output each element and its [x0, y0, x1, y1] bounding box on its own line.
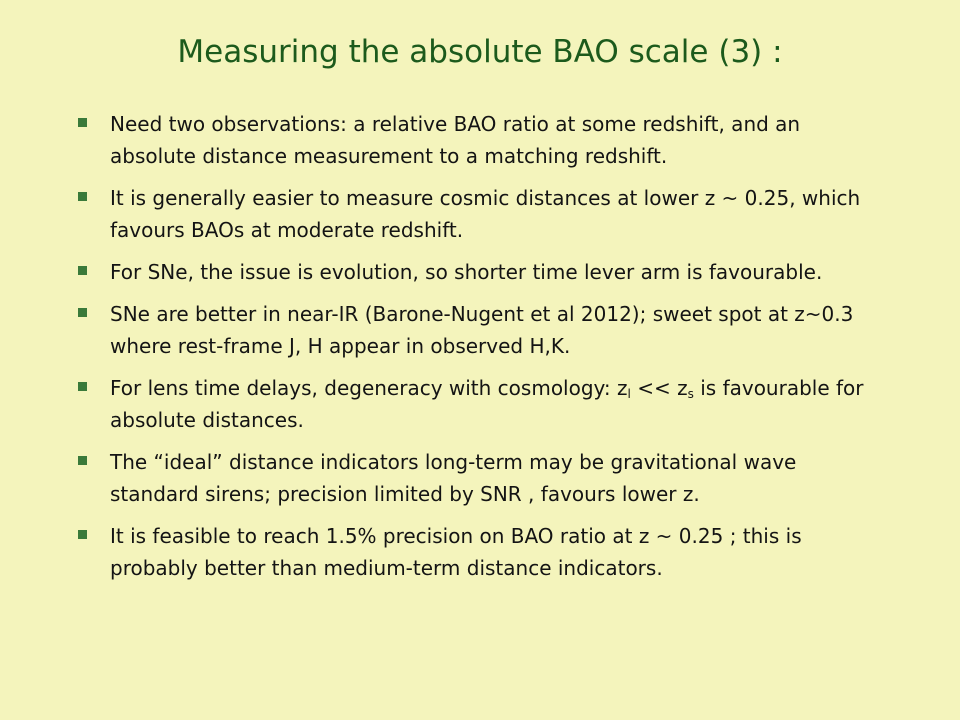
- square-bullet-icon: [78, 308, 87, 317]
- bullet-item-bao-precision: [72, 520, 882, 584]
- bullet-text: [110, 376, 864, 432]
- square-bullet-icon: [78, 382, 87, 391]
- bullet-item-lower-z: [72, 182, 882, 246]
- bullet-item-sne-evolution: [72, 256, 882, 288]
- square-bullet-icon: [78, 456, 87, 465]
- bullet-text: For SNe, the issue is evolution, so shorter time lever arm is favourable.: [110, 260, 823, 284]
- bullet-text-part: For lens time delays, degeneracy with cosmology: z: [110, 376, 628, 400]
- bullet-list: [72, 108, 882, 594]
- slide-title: Measuring the absolute BAO scale (3) :: [177, 34, 783, 70]
- square-bullet-icon: [78, 118, 87, 127]
- square-bullet-icon: [78, 192, 87, 201]
- square-bullet-icon: [78, 266, 87, 275]
- bullet-text-part: << z: [630, 376, 688, 400]
- bullet-item-sne-near-ir: [72, 298, 882, 362]
- bullet-text: It is generally easier to measure cosmic distances at lower z ~ 0.25, which favours BAOs at moderate redshift.: [110, 186, 861, 242]
- bullet-text: SNe are better in near-IR (Barone-Nugent et al 2012); sweet spot at z~0.3 where rest-frame J, H appear in observed H,K.: [110, 302, 854, 358]
- bullet-text-part: is favourable for absolute distances.: [110, 376, 864, 432]
- square-bullet-icon: [78, 530, 87, 539]
- subscript-l: l: [627, 387, 631, 401]
- subscript-s: s: [687, 387, 694, 401]
- bullet-text: The “ideal” distance indicators long-term may be gravitational wave standard sirens; precision limited by SNR , favours lower z.: [110, 450, 797, 506]
- bullet-text: Need two observations: a relative BAO ratio at some redshift, and an absolute distance measurement to a matching redshift.: [110, 112, 801, 168]
- bullet-text: It is feasible to reach 1.5% precision on BAO ratio at z ~ 0.25 ; this is probably better than medium-term distance indicators.: [110, 524, 802, 580]
- bullet-item-lens-time-delays: [72, 372, 882, 436]
- bullet-item-two-observations: [72, 108, 882, 172]
- bullet-item-standard-sirens: [72, 446, 882, 510]
